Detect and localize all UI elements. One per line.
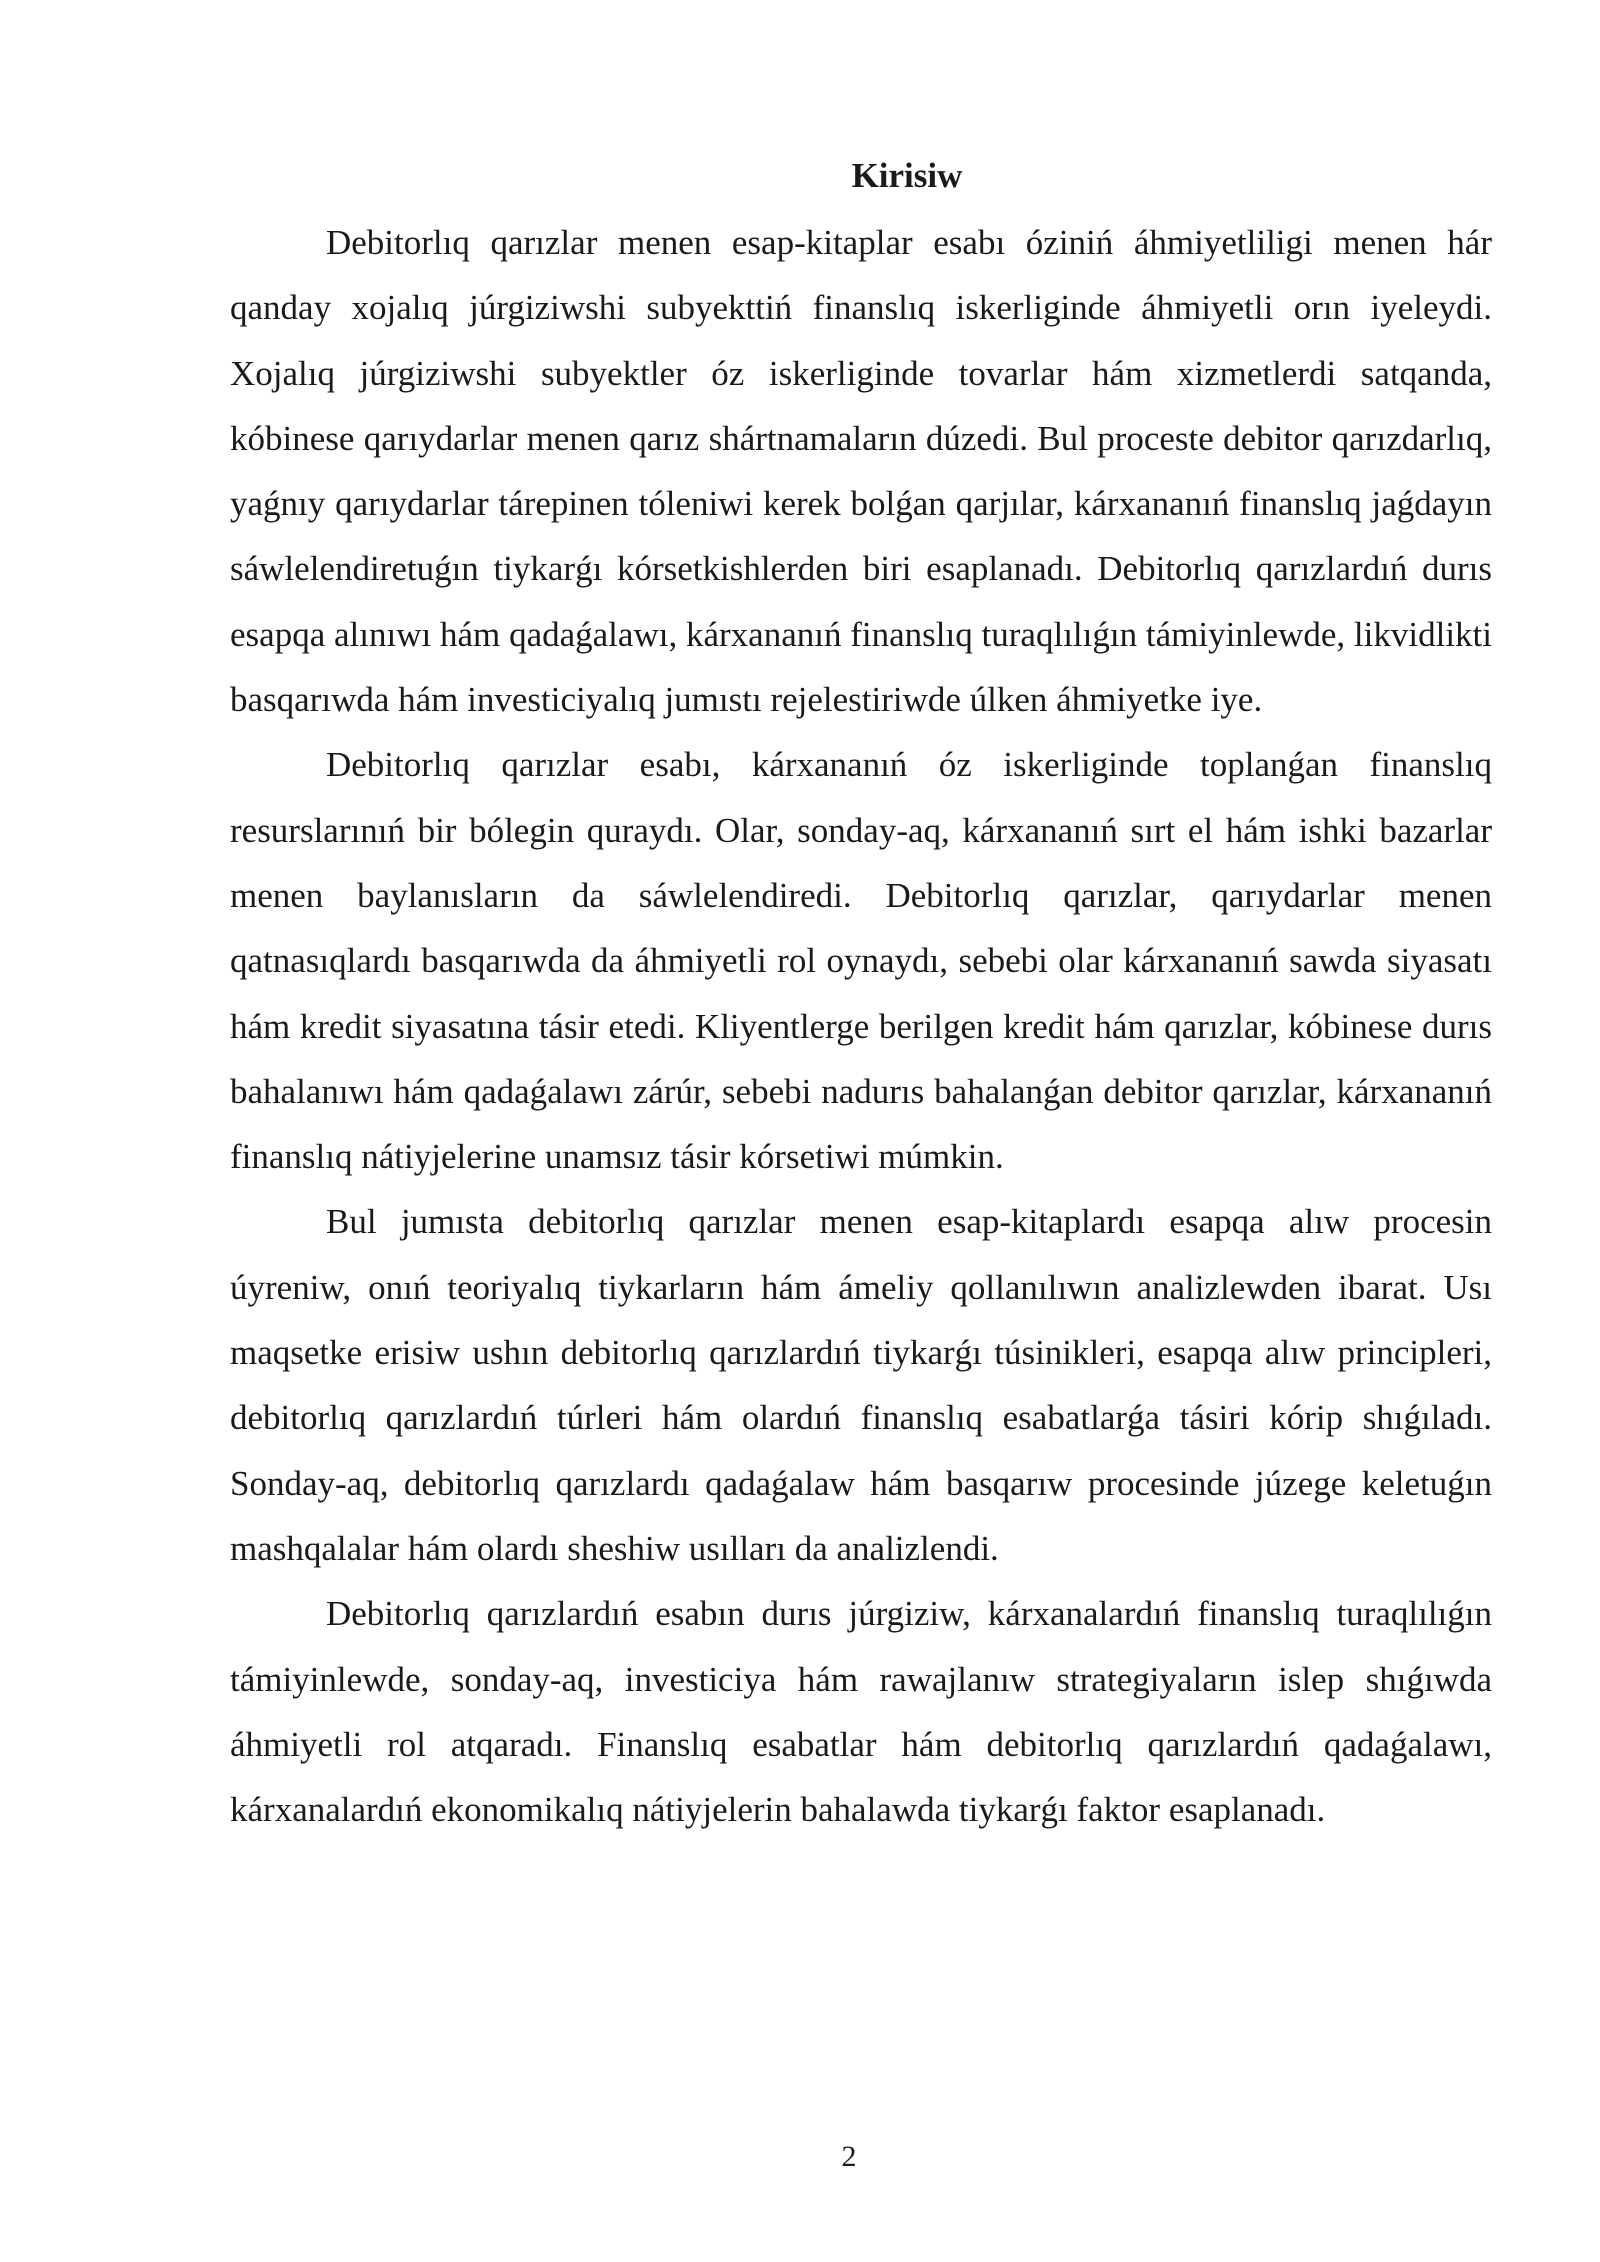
paragraph-2: Debitorlıq qarızlar esabı, kárxananıń óz iskerliginde toplanǵan finanslıq resurslarınıń bir bólegin quraydı. Olar, sonday-aq, kárxananıń sırt el hám ishki bazarlar menen baylanısların da sáwlelendiredi. Debitorlıq qarızlar, qarıydarlar menen qatnasıqlardı basqarıwda da áhmiyetli rol oynaydı, sebebi olar kárxananıń sawda siyasatı hám kredit siyasatına tásir etedi. Kliyentlerge berilgen kredit hám qarızlar, kóbinese durıs bahalanıwı hám qadaǵalawı zárúr, sebebi nadurıs bahalanǵan debitor qarızlar, kárxananıń finanslıq nátiyjelerine unamsız tásir kórsetiwi múmkin.: [230, 745, 1492, 1177]
paragraph-3: Bul jumısta debitorlıq qarızlar menen esap-kitaplardı esapqa alıw procesin úyreniw, onıń teoriyalıq tiykarların hám ámeliy qollanılıwın analizlewden ibarat. Usı maqsetke erisiw ushın debitorlıq qarızlardıń tiykarǵı túsinikleri, esapqa alıw principleri, debitorlıq qarızlardıń túrleri hám olardıń finanslıq esabatlarǵa tásiri kórip shıǵıladı. Sonday-aq, debitorlıq qarızlardı qadaǵalaw hám basqarıw procesinde júzege keletuǵın mashqalalar hám olardı sheshiw usılları da analizlendi.: [230, 1202, 1492, 1568]
page-title: Kirisiw: [851, 156, 963, 195]
document-page: [230, 150, 1492, 1842]
page-number: 2: [841, 2140, 857, 2173]
paragraph-4: Debitorlıq qarızlardıń esabın durıs júrgiziw, kárxanalardıń finanslıq turaqlılıǵın támiyinlewde, sonday-aq, investiciya hám rawajlanıw strategiyaların islep shıǵıwda áhmiyetli rol atqaradı. Finanslıq esabatlar hám debitorlıq qarızlardıń qadaǵalawı, kárxanalardıń ekonomikalıq nátiyjelerin bahalawda tiykarǵı faktor esaplanadı.: [230, 1594, 1492, 1830]
paragraph-1: Debitorlıq qarızlar menen esap-kitaplar esabı óziniń áhmiyetliligi menen hár qanday xojalıq júrgiziwshi subyekttiń finanslıq iskerliginde áhmiyetli orın iyeleydi. Xojalıq júrgiziwshi subyektler óz iskerliginde tovarlar hám xizmetlerdi satqanda, kóbinese qarıydarlar menen qarız shártnamaların dúzedi. Bul proceste debitor qarızdarlıq, yaǵnıy qarıydarlar tárepinen tóleniwi kerek bolǵan qarjılar, kárxananıń finanslıq jaǵdayın sáwlelendiretuǵın tiykarǵı kórsetkishlerden biri esaplanadı. Debitorlıq qarızlardıń durıs esapqa alınıwı hám qadaǵalawı, kárxananıń finanslıq turaqlılıǵın támiyinlewde, likvidlikti basqarıwda hám investiciyalıq jumıstı rejelestiriwde úlken áhmiyetke iye.: [230, 223, 1492, 720]
